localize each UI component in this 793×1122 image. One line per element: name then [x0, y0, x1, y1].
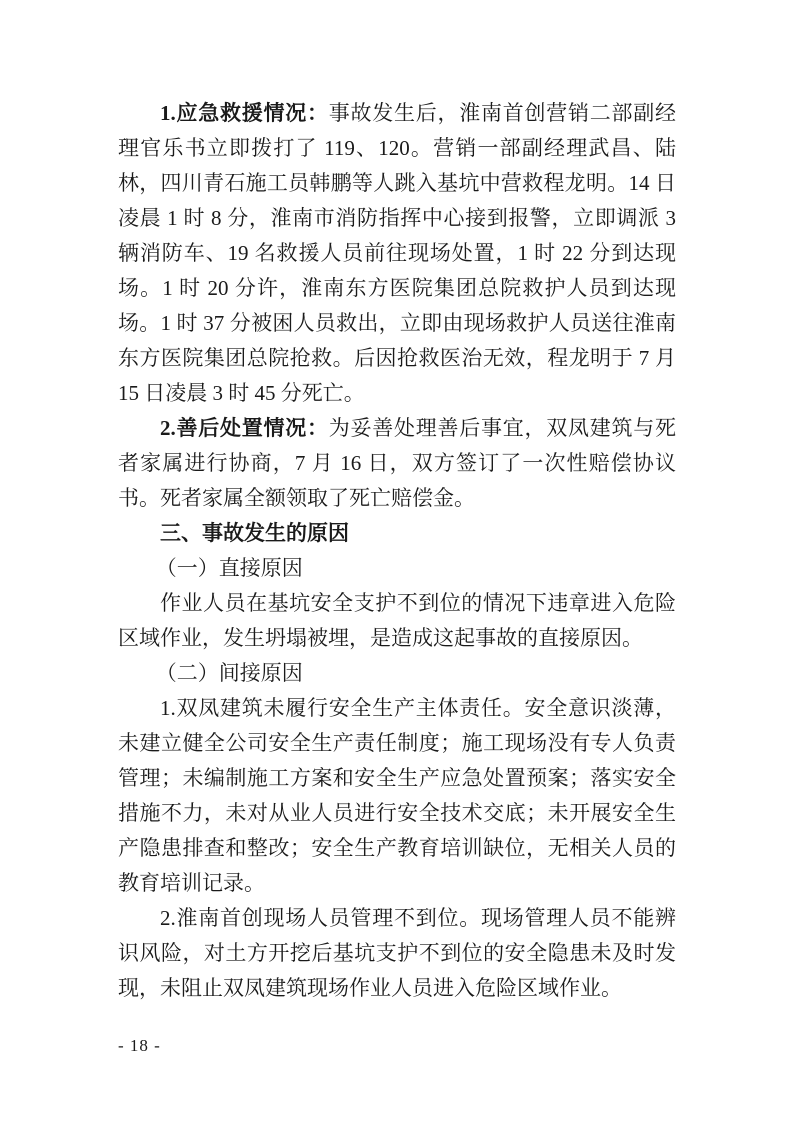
paragraph-indirect-cause-2: 2.淮南首创现场人员管理不到位。现场管理人员不能辨识风险，对土方开挖后基坑支护不到位的安全隐患未及时发现，未阻止双凤建筑现场作业人员进入危险区域作业。	[118, 906, 676, 1000]
page-number: - 18 -	[118, 1036, 161, 1055]
paragraph-aftermath-handling-text: 为妥善处理善后事宜，双凤建筑与死者家属进行协商，7 月 16 日，双方签订了一次性赔偿协议书。死者家属全额领取了死亡赔偿金。	[118, 416, 676, 510]
paragraph-aftermath-handling-lead: 2.善后处置情况：	[160, 416, 329, 440]
paragraph-emergency-response-text: 事故发生后，淮南首创营销二部副经理官乐书立即拨打了 119、120。营销一部副经理武昌、陆林，四川青石施工员韩鹏等人跳入基坑中营救程龙明。14 日凌晨 1 时 8 分，淮南市消防指挥中心接到报警，立即调派 3 辆消防车、19 名救援人员前往现场处置，1 时 22 分到达现场。1 时 20 分许，淮南东方医院集团总院救护人员到达现场。1 时 37 分被困人员救出，立即由现场救护人员送往淮南东方医院集团总院抢救。后因抢救医治无效，程龙明于 7 月 15 日凌晨 3 时 45 分死亡。	[118, 101, 676, 405]
document-content	[118, 96, 676, 1006]
section-heading-accident-causes: 三、事故发生的原因	[160, 522, 349, 545]
paragraph-emergency-response-lead: 1.应急救援情况：	[160, 101, 329, 125]
subsection-heading-indirect-cause: （二）间接原因	[155, 661, 303, 685]
subsection-heading-direct-cause: （一）直接原因	[155, 556, 303, 580]
paragraph-emergency-response	[118, 96, 676, 411]
paragraph-indirect-cause-1: 1.双凤建筑未履行安全生产主体责任。安全意识淡薄，未建立健全公司安全生产责任制度；施工现场没有专人负责管理；未编制施工方案和安全生产应急处置预案；落实安全措施不力，未对从业人员进行安全技术交底；未开展安全生产隐患排查和整改；安全生产教育培训缺位，无相关人员的教育培训记录。	[118, 696, 676, 895]
paragraph-direct-cause: 作业人员在基坑安全支护不到位的情况下违章进入危险区域作业，发生坍塌被埋，是造成这起事故的直接原因。	[118, 591, 676, 650]
paragraph-aftermath-handling	[118, 411, 676, 516]
